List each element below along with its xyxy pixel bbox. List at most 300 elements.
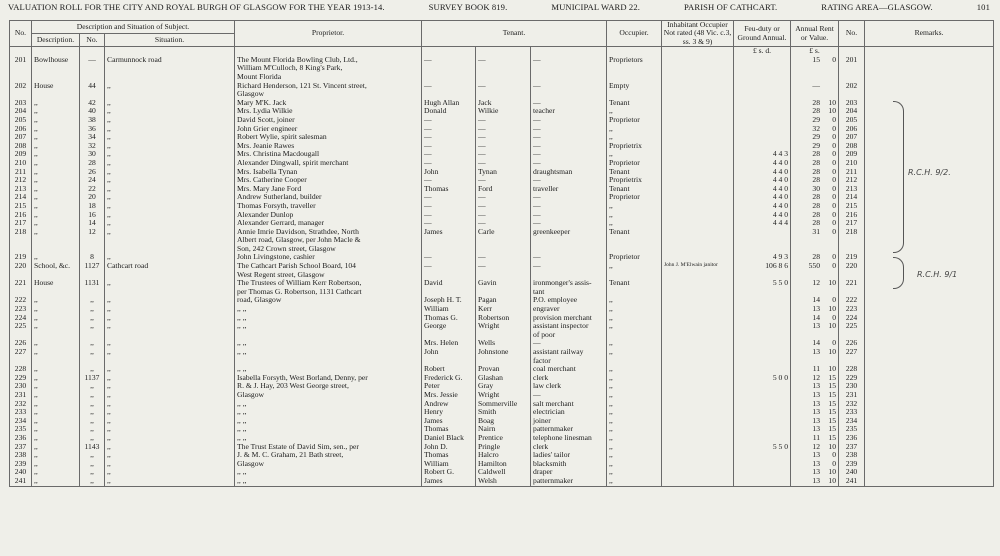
cell-no3: 212 xyxy=(839,176,865,185)
cell-p: John Grier engineer xyxy=(235,125,422,134)
cell-rl xyxy=(791,219,839,228)
cell-rr: 15 xyxy=(828,408,837,417)
cell-t1: James xyxy=(422,228,476,237)
cell-desc: ,, xyxy=(32,339,80,348)
cell-t3 xyxy=(531,245,607,254)
cell-inh xyxy=(662,391,734,400)
cell-rl: 11 xyxy=(812,433,821,442)
cell-no3: 216 xyxy=(839,211,865,220)
cell-inh xyxy=(662,159,734,168)
cell-no3: 240 xyxy=(839,468,865,477)
cell-no3: 231 xyxy=(839,391,865,400)
cell-t1: James xyxy=(422,477,476,486)
cell-feu xyxy=(734,73,791,82)
cell-t1: George xyxy=(422,322,476,331)
cell-rem xyxy=(865,150,994,159)
cell-rr: 15 xyxy=(828,425,837,434)
cell-no xyxy=(10,271,32,280)
cell-num xyxy=(80,236,105,245)
cell-sit: ,, xyxy=(105,339,235,348)
cell-inh xyxy=(662,443,734,452)
cell-num: 1143 xyxy=(80,443,105,452)
cell-feu xyxy=(734,477,791,486)
cell-occ: Proprietor xyxy=(607,253,662,262)
cell-rl xyxy=(791,262,839,271)
cell-t1: — xyxy=(422,142,476,151)
cell-num: 1127 xyxy=(80,262,105,271)
cell-t2 xyxy=(476,357,531,366)
cell-t2: — xyxy=(476,116,531,125)
cell-no: 218 xyxy=(10,228,32,237)
cell-no: 236 xyxy=(10,434,32,443)
cell-feu xyxy=(734,425,791,434)
cell-sit: ,, xyxy=(105,434,235,443)
cell-no xyxy=(10,357,32,366)
cell-inh xyxy=(662,400,734,409)
cell-rl xyxy=(791,288,839,297)
cell-num xyxy=(80,245,105,254)
cell-t1 xyxy=(422,271,476,280)
cell-desc: ,, xyxy=(32,168,80,177)
cell-occ: ,, xyxy=(607,374,662,383)
cell-rem xyxy=(865,64,994,73)
cell-feu xyxy=(734,296,791,305)
cell-t3: traveller xyxy=(531,185,607,194)
cell-t2: Gray xyxy=(476,382,531,391)
cell-p: Isabella Forsyth, West Borland, Denny, per xyxy=(235,374,422,383)
col-description: Description. xyxy=(32,34,80,47)
cell-no: 207 xyxy=(10,133,32,142)
cell-p: ,, ,, xyxy=(235,417,422,426)
cell-rem xyxy=(865,331,994,340)
cell-inh xyxy=(662,82,734,91)
cell-num: ,, xyxy=(80,348,105,357)
cell-occ: Proprietor xyxy=(607,159,662,168)
cell-desc: Bowlhouse xyxy=(32,56,80,65)
cell-t1: — xyxy=(422,219,476,228)
cell-t1: Peter xyxy=(422,382,476,391)
cell-no3: 241 xyxy=(839,477,865,486)
cell-t2: Wilkie xyxy=(476,107,531,116)
cell-num: 40 xyxy=(80,107,105,116)
municipal-ward: MUNICIPAL WARD 22. xyxy=(551,2,640,12)
table-row xyxy=(10,159,994,168)
cell-occ: ,, xyxy=(607,391,662,400)
cell-rem xyxy=(865,133,994,142)
cell-sit: ,, xyxy=(105,314,235,323)
cell-no3: 229 xyxy=(839,374,865,383)
cell-t2: — xyxy=(476,193,531,202)
table-row xyxy=(10,374,994,383)
cell-occ: ,, xyxy=(607,202,662,211)
cell-t1 xyxy=(422,245,476,254)
cell-rl xyxy=(791,443,839,452)
table-row xyxy=(10,314,994,323)
cell-desc: ,, xyxy=(32,434,80,443)
cell-rl: 30 xyxy=(812,184,821,193)
table-row xyxy=(10,391,994,400)
cell-rl xyxy=(791,451,839,460)
table-row xyxy=(10,176,994,185)
cell-no3: 217 xyxy=(839,219,865,228)
cell-occ xyxy=(607,288,662,297)
cell-t2: Boag xyxy=(476,417,531,426)
cell-rl xyxy=(791,64,839,73)
cell-rr: 0 xyxy=(832,141,837,150)
cell-no: 229 xyxy=(10,374,32,383)
cell-rem xyxy=(865,322,994,331)
cell-num: ,, xyxy=(80,468,105,477)
cell-sit: ,, xyxy=(105,82,235,91)
cell-t2: Wells xyxy=(476,339,531,348)
cell-rem xyxy=(865,365,994,374)
cell-no3: 232 xyxy=(839,400,865,409)
cell-no: 240 xyxy=(10,468,32,477)
cell-p: ,, ,, xyxy=(235,408,422,417)
cell-t2: Gavin xyxy=(476,279,531,288)
cell-rl xyxy=(791,185,839,194)
cell-rl xyxy=(791,296,839,305)
cell-desc xyxy=(32,236,80,245)
cell-sit xyxy=(105,245,235,254)
cell-t2: Pagan xyxy=(476,296,531,305)
cell-t1 xyxy=(422,357,476,366)
cell-no xyxy=(10,73,32,82)
cell-p: William M'Culloch, 8 King's Park, xyxy=(235,64,422,73)
page-header xyxy=(0,0,1000,14)
cell-t2: Tynan xyxy=(476,168,531,177)
cell-rl: 28 xyxy=(812,193,821,202)
cell-rl xyxy=(791,99,839,108)
cell-rr: 10 xyxy=(828,279,837,288)
cell-t3: patternmaker xyxy=(531,425,607,434)
cell-desc: House xyxy=(32,82,80,91)
cell-feu: 5 5 0 xyxy=(734,279,791,288)
cell-p: Mrs. Isabella Tynan xyxy=(235,168,422,177)
cell-rl: 13 xyxy=(812,451,821,460)
cell-t1: — xyxy=(422,193,476,202)
table-row xyxy=(10,400,994,409)
cell-sit: ,, xyxy=(105,374,235,383)
cell-rr: 0 xyxy=(832,201,837,210)
cell-desc: ,, xyxy=(32,417,80,426)
cell-occ: ,, xyxy=(607,468,662,477)
cell-t2: Wright xyxy=(476,322,531,331)
cell-num: 1131 xyxy=(80,279,105,288)
cell-t1: Joseph H. T. xyxy=(422,296,476,305)
cell-inh xyxy=(662,374,734,383)
cell-sit: ,, xyxy=(105,305,235,314)
cell-t2: — xyxy=(476,219,531,228)
cell-rr: 0 xyxy=(832,451,837,460)
cell-desc: ,, xyxy=(32,99,80,108)
cell-t1: William xyxy=(422,305,476,314)
cell-desc: ,, xyxy=(32,468,80,477)
cell-sit: ,, xyxy=(105,408,235,417)
cell-feu xyxy=(734,400,791,409)
cell-desc: ,, xyxy=(32,107,80,116)
cell-rem xyxy=(865,56,994,65)
cell-num: 30 xyxy=(80,150,105,159)
cell-rr: 0 xyxy=(832,313,837,322)
cell-no3: 235 xyxy=(839,425,865,434)
cell-feu xyxy=(734,133,791,142)
cell-p: Alexander Dingwall, spirit merchant xyxy=(235,159,422,168)
cell-sit: ,, xyxy=(105,451,235,460)
cell-rr: 15 xyxy=(828,416,837,425)
cell-rr: 15 xyxy=(828,373,837,382)
cell-p: ,, ,, xyxy=(235,322,422,331)
cell-feu: 4 9 3 xyxy=(734,253,791,262)
cell-inh xyxy=(662,211,734,220)
cell-num: 22 xyxy=(80,185,105,194)
cell-inh xyxy=(662,348,734,357)
cell-t3: factor xyxy=(531,357,607,366)
cell-t1 xyxy=(422,90,476,99)
cell-t1: Frederick G. xyxy=(422,374,476,383)
cell-t1: Mrs. Jessie xyxy=(422,391,476,400)
cell-inh xyxy=(662,99,734,108)
col-feu-duty: Feu-duty or Ground Annual. xyxy=(734,21,791,47)
cell-occ: ,, xyxy=(607,133,662,142)
cell-p xyxy=(235,357,422,366)
cell-rr: 10 xyxy=(828,322,837,331)
cell-feu xyxy=(734,391,791,400)
table-row xyxy=(10,408,994,417)
cell-p: ,, ,, xyxy=(235,468,422,477)
table-row xyxy=(10,468,994,477)
cell-inh xyxy=(662,288,734,297)
cell-no3: 213 xyxy=(839,185,865,194)
cell-desc: ,, xyxy=(32,253,80,262)
cell-sit: ,, xyxy=(105,125,235,134)
cell-inh xyxy=(662,185,734,194)
cell-t3: teacher xyxy=(531,107,607,116)
cell-no3: 227 xyxy=(839,348,865,357)
cell-rem xyxy=(865,408,994,417)
cell-rem xyxy=(865,219,994,228)
cell-rl xyxy=(791,73,839,82)
cell-t2: — xyxy=(476,125,531,134)
remark-rch-2: R.C.H. 9/1 xyxy=(917,270,958,279)
cell-rl: 13 xyxy=(812,399,821,408)
col-remarks: Remarks. xyxy=(865,21,994,47)
table-row xyxy=(10,219,994,228)
cell-rl: 28 xyxy=(812,210,821,219)
cell-feu xyxy=(734,142,791,151)
table-row xyxy=(10,73,994,82)
cell-no xyxy=(10,331,32,340)
table-row xyxy=(10,245,994,254)
cell-rl: 13 xyxy=(812,416,821,425)
cell-p: R. & J. Hay, 203 West George street, xyxy=(235,382,422,391)
cell-rl xyxy=(791,90,839,99)
cell-rl: 13 xyxy=(812,408,821,417)
cell-t2: — xyxy=(476,56,531,65)
cell-no xyxy=(10,90,32,99)
cell-desc: ,, xyxy=(32,193,80,202)
cell-rr: 10 xyxy=(828,468,837,477)
table-row xyxy=(10,425,994,434)
cell-t3: — xyxy=(531,202,607,211)
cell-t3: telephone linesman xyxy=(531,434,607,443)
rating-area: RATING AREA—GLASGOW. xyxy=(821,2,933,12)
cell-rl xyxy=(791,125,839,134)
cell-rl xyxy=(791,460,839,469)
cell-no: 223 xyxy=(10,305,32,314)
cell-rem xyxy=(865,82,994,91)
cell-num: 24 xyxy=(80,176,105,185)
table-row xyxy=(10,193,994,202)
cell-num: ,, xyxy=(80,477,105,486)
cell-no3 xyxy=(839,73,865,82)
cell-num: ,, xyxy=(80,451,105,460)
cell-no: 235 xyxy=(10,425,32,434)
remarks-brace-1 xyxy=(893,101,904,253)
cell-no3 xyxy=(839,236,865,245)
cell-rl: 14 xyxy=(812,296,821,305)
cell-rr: 0 xyxy=(832,184,837,193)
cell-t1: John xyxy=(422,348,476,357)
cell-rl xyxy=(791,168,839,177)
cell-desc: ,, xyxy=(32,125,80,134)
col-description-group: Description and Situation of Subject. xyxy=(32,21,235,34)
cell-rl xyxy=(791,339,839,348)
cell-rl: 15 xyxy=(812,55,821,64)
cell-no3: 220 xyxy=(839,262,865,271)
cell-num: 42 xyxy=(80,99,105,108)
table-body xyxy=(10,56,994,486)
cell-rl xyxy=(791,159,839,168)
cell-occ: ,, xyxy=(607,434,662,443)
remark-rch-1: R.C.H. 9/2. xyxy=(908,168,951,177)
table-row xyxy=(10,116,994,125)
cell-t3: — xyxy=(531,391,607,400)
cell-rl xyxy=(791,176,839,185)
cell-t1: — xyxy=(422,253,476,262)
cell-sit: ,, xyxy=(105,193,235,202)
cell-p: Annie Imrie Davidson, Strathdee, North xyxy=(235,228,422,237)
cell-rem xyxy=(865,296,994,305)
cell-num: 34 xyxy=(80,133,105,142)
cell-t1: David xyxy=(422,279,476,288)
cell-t1 xyxy=(422,236,476,245)
cell-num xyxy=(80,73,105,82)
cell-t1: Thomas xyxy=(422,185,476,194)
cell-feu xyxy=(734,408,791,417)
cell-rem xyxy=(865,417,994,426)
col-street-no: No. xyxy=(80,34,105,47)
cell-occ xyxy=(607,73,662,82)
cell-rl xyxy=(791,271,839,280)
cell-feu: 4 4 0 xyxy=(734,176,791,185)
cell-sit xyxy=(105,271,235,280)
cell-feu xyxy=(734,99,791,108)
cell-feu xyxy=(734,245,791,254)
cell-rl xyxy=(791,245,839,254)
roll-title: VALUATION ROLL FOR THE CITY AND ROYAL BURGH OF GLASGOW FOR THE YEAR 1913-14. xyxy=(8,2,385,12)
table-row xyxy=(10,228,994,237)
cell-num: 18 xyxy=(80,202,105,211)
cell-inh xyxy=(662,425,734,434)
cell-rl: 12 xyxy=(812,442,821,451)
cell-feu xyxy=(734,305,791,314)
cell-desc xyxy=(32,288,80,297)
cell-t1: John D. xyxy=(422,443,476,452)
cell-no: 227 xyxy=(10,348,32,357)
cell-t1: Mrs. Helen xyxy=(422,339,476,348)
cell-occ: ,, xyxy=(607,211,662,220)
cell-occ: ,, xyxy=(607,314,662,323)
cell-occ: Proprietor xyxy=(607,116,662,125)
table-row xyxy=(10,348,994,357)
cell-t1: — xyxy=(422,56,476,65)
cell-occ: ,, xyxy=(607,125,662,134)
table-row xyxy=(10,451,994,460)
cell-t2: — xyxy=(476,253,531,262)
cell-sit: ,, xyxy=(105,322,235,331)
cell-num: 28 xyxy=(80,159,105,168)
cell-rem xyxy=(865,434,994,443)
cell-inh xyxy=(662,314,734,323)
cell-rem xyxy=(865,211,994,220)
cell-occ: ,, xyxy=(607,408,662,417)
cell-no: 220 xyxy=(10,262,32,271)
table-row xyxy=(10,99,994,108)
cell-sit: ,, xyxy=(105,460,235,469)
cell-desc: ,, xyxy=(32,314,80,323)
cell-t1: — xyxy=(422,150,476,159)
cell-rr: 10 xyxy=(828,476,837,485)
cell-t3: tant xyxy=(531,288,607,297)
cell-rl: 12 xyxy=(812,373,821,382)
cell-rl: 13 xyxy=(812,468,821,477)
cell-rl xyxy=(791,400,839,409)
cell-desc xyxy=(32,245,80,254)
cell-t3: — xyxy=(531,142,607,151)
cell-no: 213 xyxy=(10,185,32,194)
cell-t3 xyxy=(531,271,607,280)
table-row xyxy=(10,322,994,331)
cell-rem xyxy=(865,339,994,348)
cell-t1: Robert xyxy=(422,365,476,374)
cell-sit: ,, xyxy=(105,176,235,185)
cell-num: 32 xyxy=(80,142,105,151)
cell-no3 xyxy=(839,90,865,99)
cell-desc: ,, xyxy=(32,116,80,125)
cell-no: 216 xyxy=(10,211,32,220)
cell-rem xyxy=(865,382,994,391)
cell-rem xyxy=(865,159,994,168)
cell-sit: ,, xyxy=(105,391,235,400)
cell-inh xyxy=(662,125,734,134)
cell-no3: 215 xyxy=(839,202,865,211)
cell-inh xyxy=(662,434,734,443)
cell-t3: — xyxy=(531,193,607,202)
cell-occ xyxy=(607,331,662,340)
cell-t3 xyxy=(531,90,607,99)
cell-feu xyxy=(734,417,791,426)
cell-rem xyxy=(865,468,994,477)
cell-rem xyxy=(865,443,994,452)
cell-occ: ,, xyxy=(607,460,662,469)
cell-sit: ,, xyxy=(105,107,235,116)
cell-sit: ,, xyxy=(105,116,235,125)
cell-t3: — xyxy=(531,159,607,168)
cell-num: ,, xyxy=(80,322,105,331)
cell-no3: 209 xyxy=(839,150,865,159)
cell-no3 xyxy=(839,64,865,73)
